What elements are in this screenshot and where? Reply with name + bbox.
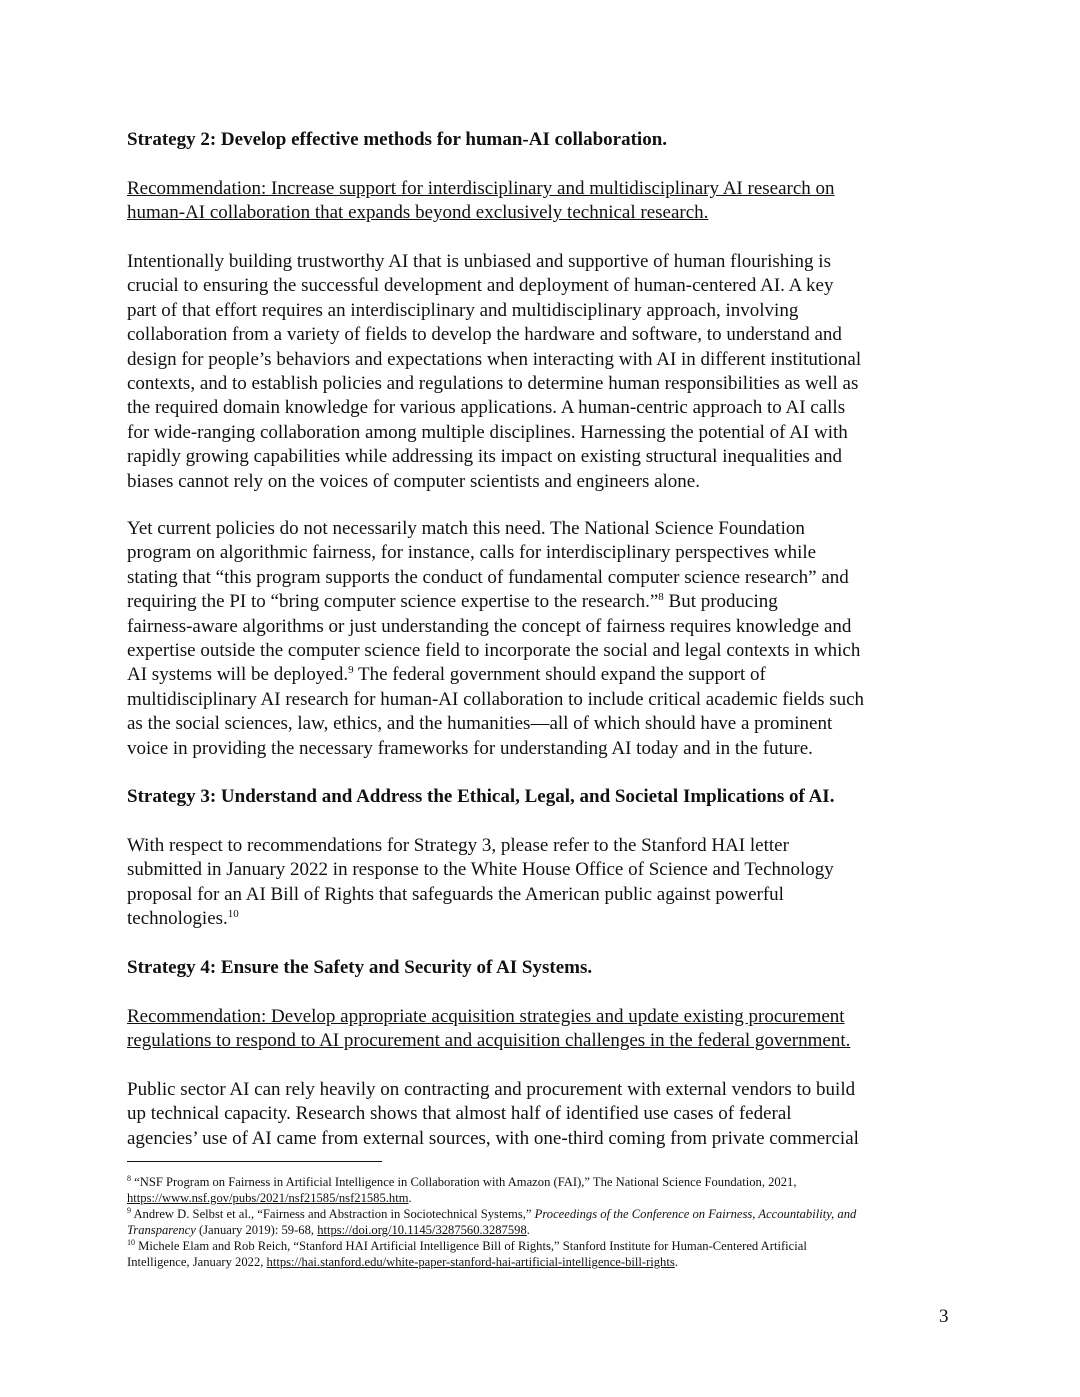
text-line <box>127 1254 957 1270</box>
text-segment: rapidly growing capabilities while addressing its impact on existing structural inequalities and <box>127 446 842 468</box>
text-segment: as the social sciences, law, ethics, and the humanities—all of which should have a prominent <box>127 713 833 735</box>
text-line <box>127 201 957 225</box>
text-segment: program on algorithmic fairness, for instance, calls for interdisciplinary perspectives while <box>127 542 817 564</box>
text-segment: human-AI collaboration that expands beyond exclusively technical research. <box>127 202 709 224</box>
text-line <box>127 1078 957 1102</box>
text-line <box>127 1206 957 1222</box>
text-segment: . <box>408 1191 412 1205</box>
text-line <box>127 1029 957 1053</box>
text-line <box>127 712 957 736</box>
paragraph-4 <box>127 1078 957 1151</box>
text-segment: multidisciplinary AI research for human-AI collaboration to include critical academic fields such <box>127 688 865 710</box>
text-line <box>127 372 957 396</box>
text-line <box>127 858 957 882</box>
text-line <box>127 470 957 494</box>
text-line <box>127 956 957 980</box>
text-segment: . <box>526 1223 530 1237</box>
text-line <box>127 421 957 445</box>
text-line <box>127 1102 957 1126</box>
text-segment: Recommendation: Increase support for interdisciplinary and multidisciplinary AI research on <box>127 178 835 199</box>
text-segment: requiring the PI to “bring computer science expertise to the research.” <box>127 591 659 613</box>
text-segment: collaboration from a variety of fields to develop the hardware and software, to understand and <box>127 324 842 346</box>
text-segment: technologies. <box>127 908 228 930</box>
text-line <box>127 323 957 347</box>
text-line <box>127 396 957 420</box>
text-segment: biases cannot rely on the voices of computer scientists and engineers alone. <box>127 470 700 492</box>
text-line <box>127 883 957 907</box>
text-line <box>127 737 957 761</box>
text-segment: crucial to ensuring the successful development and deployment of human-centered AI. A key <box>127 275 834 297</box>
footnote-ref: 8 <box>658 591 664 604</box>
text-segment: voice in providing the necessary frameworks for understanding AI today and in the future. <box>127 737 813 759</box>
text-segment: stating that “this program supports the conduct of fundamental computer science research” and <box>127 566 849 588</box>
text-segment: part of that effort requires an interdisciplinary and multidisciplinary approach, involving <box>127 299 799 321</box>
text-segment: Yet current policies do not necessarily match this need. The National Science Foundation <box>127 518 805 539</box>
text-segment: up technical capacity. Research shows that almost half of identified use cases of federal <box>127 1103 792 1125</box>
text-segment: expertise outside the computer science field to incorporate the social and legal contexts in which <box>127 639 861 661</box>
text-segment: Intelligence, January 2022, <box>127 1255 267 1269</box>
strategy-4-heading <box>127 956 957 980</box>
footnote-link[interactable]: https://doi.org/10.1145/3287560.3287598 <box>317 1223 527 1237</box>
text-line <box>127 639 957 663</box>
footnote-ref: 9 <box>127 1206 131 1215</box>
text-segment: “NSF Program on Fairness in Artificial Intelligence in Collaboration with Amazon (FAI),” The National Science Foundation, 2021, <box>131 1175 797 1189</box>
text-segment: the required domain knowledge for various applications. A human-centric approach to AI calls <box>127 397 846 419</box>
text-segment: But producing <box>663 591 778 613</box>
text-segment: design for people’s behaviors and expectations when interacting with AI in different institutional <box>127 348 862 370</box>
text-line <box>127 663 957 687</box>
text-line <box>127 615 957 639</box>
text-segment: Public sector AI can rely heavily on contracting and procurement with external vendors to build <box>127 1079 856 1100</box>
text-segment: Michele Elam and Rob Reich, “Stanford HAI Artificial Intelligence Bill of Rights,” Stanford Institute for Human-Centered Artificial <box>135 1239 807 1253</box>
strategy-4-recommendation <box>127 1005 957 1054</box>
text-line <box>127 445 957 469</box>
text-segment: proposal for an AI Bill of Rights that safeguards the American public against powerful <box>127 883 784 905</box>
text-segment: Andrew D. Selbst et al., “Fairness and Abstraction in Sociotechnical Systems,” <box>131 1207 535 1221</box>
text-segment: fairness-aware algorithms or just understanding the concept of fairness requires knowledge and <box>127 615 852 637</box>
footnotes <box>127 1174 957 1270</box>
text-line <box>127 348 957 372</box>
text-line <box>127 177 957 201</box>
text-line <box>127 566 957 590</box>
text-line <box>127 1238 957 1254</box>
footnote-ref: 10 <box>227 908 239 921</box>
text-segment: contexts, and to establish policies and regulations to determine human responsibilities as well as <box>127 372 859 394</box>
text-line <box>127 274 957 298</box>
text-line <box>127 128 957 152</box>
text-line <box>127 907 957 931</box>
text-segment: Proceedings of the Conference on Fairness, Accountability, and <box>534 1207 857 1221</box>
text-segment: agencies’ use of AI came from external sources, with one-third coming from private commercial <box>127 1127 859 1149</box>
paragraph-1 <box>127 250 957 494</box>
text-segment: Strategy 2: Develop effective methods for human-AI collaboration. <box>127 129 668 150</box>
paragraph-3 <box>127 834 957 932</box>
strategy-3-heading <box>127 785 957 809</box>
strategy-2-heading <box>127 128 957 152</box>
text-line <box>127 1005 957 1029</box>
paragraph-2 <box>127 517 957 761</box>
footnote-link[interactable]: https://www.nsf.gov/pubs/2021/nsf21585/nsf21585.htm <box>127 1191 409 1205</box>
text-line <box>127 1127 957 1151</box>
text-segment: . <box>674 1255 678 1269</box>
text-line <box>127 250 957 274</box>
text-line <box>127 1174 957 1190</box>
strategy-2-recommendation <box>127 177 957 226</box>
footnote-ref: 10 <box>127 1238 135 1247</box>
text-line <box>127 517 957 541</box>
text-segment: Strategy 3: Understand and Address the Ethical, Legal, and Societal Implications of AI. <box>127 786 835 807</box>
text-segment: AI systems will be deployed. <box>127 664 349 686</box>
footnote-ref: 8 <box>127 1174 131 1183</box>
footnote-link[interactable]: https://hai.stanford.edu/white-paper-stanford-hai-artificial-intelligence-bill-rights <box>266 1255 675 1269</box>
text-segment: Transparency <box>127 1223 196 1237</box>
text-line <box>127 541 957 565</box>
text-segment: (January 2019): 59-68, <box>195 1223 318 1237</box>
text-line <box>127 785 957 809</box>
text-line <box>127 299 957 323</box>
text-line <box>127 688 957 712</box>
text-segment: submitted in January 2022 in response to the White House Office of Science and Technology <box>127 859 834 881</box>
page-number: 3 <box>939 1306 949 1327</box>
text-segment: regulations to respond to AI procurement and acquisition challenges in the federal government. <box>127 1030 851 1052</box>
text-segment: Recommendation: Develop appropriate acquisition strategies and update existing procurement <box>127 1006 845 1027</box>
text-segment: for wide-ranging collaboration among multiple disciplines. Harnessing the potential of AI with <box>127 421 848 443</box>
text-segment: The federal government should expand the support of <box>353 664 766 686</box>
text-line <box>127 1190 957 1206</box>
text-line <box>127 834 957 858</box>
text-segment: Intentionally building trustworthy AI that is unbiased and supportive of human flourishing is <box>127 251 831 272</box>
text-line <box>127 1222 957 1238</box>
footnote-ref: 9 <box>348 664 354 677</box>
text-line <box>127 590 957 614</box>
text-segment: With respect to recommendations for Strategy 3, please refer to the Stanford HAI letter <box>127 835 789 856</box>
footnote-divider <box>127 1161 382 1162</box>
text-segment: Strategy 4: Ensure the Safety and Security of AI Systems. <box>127 957 593 978</box>
